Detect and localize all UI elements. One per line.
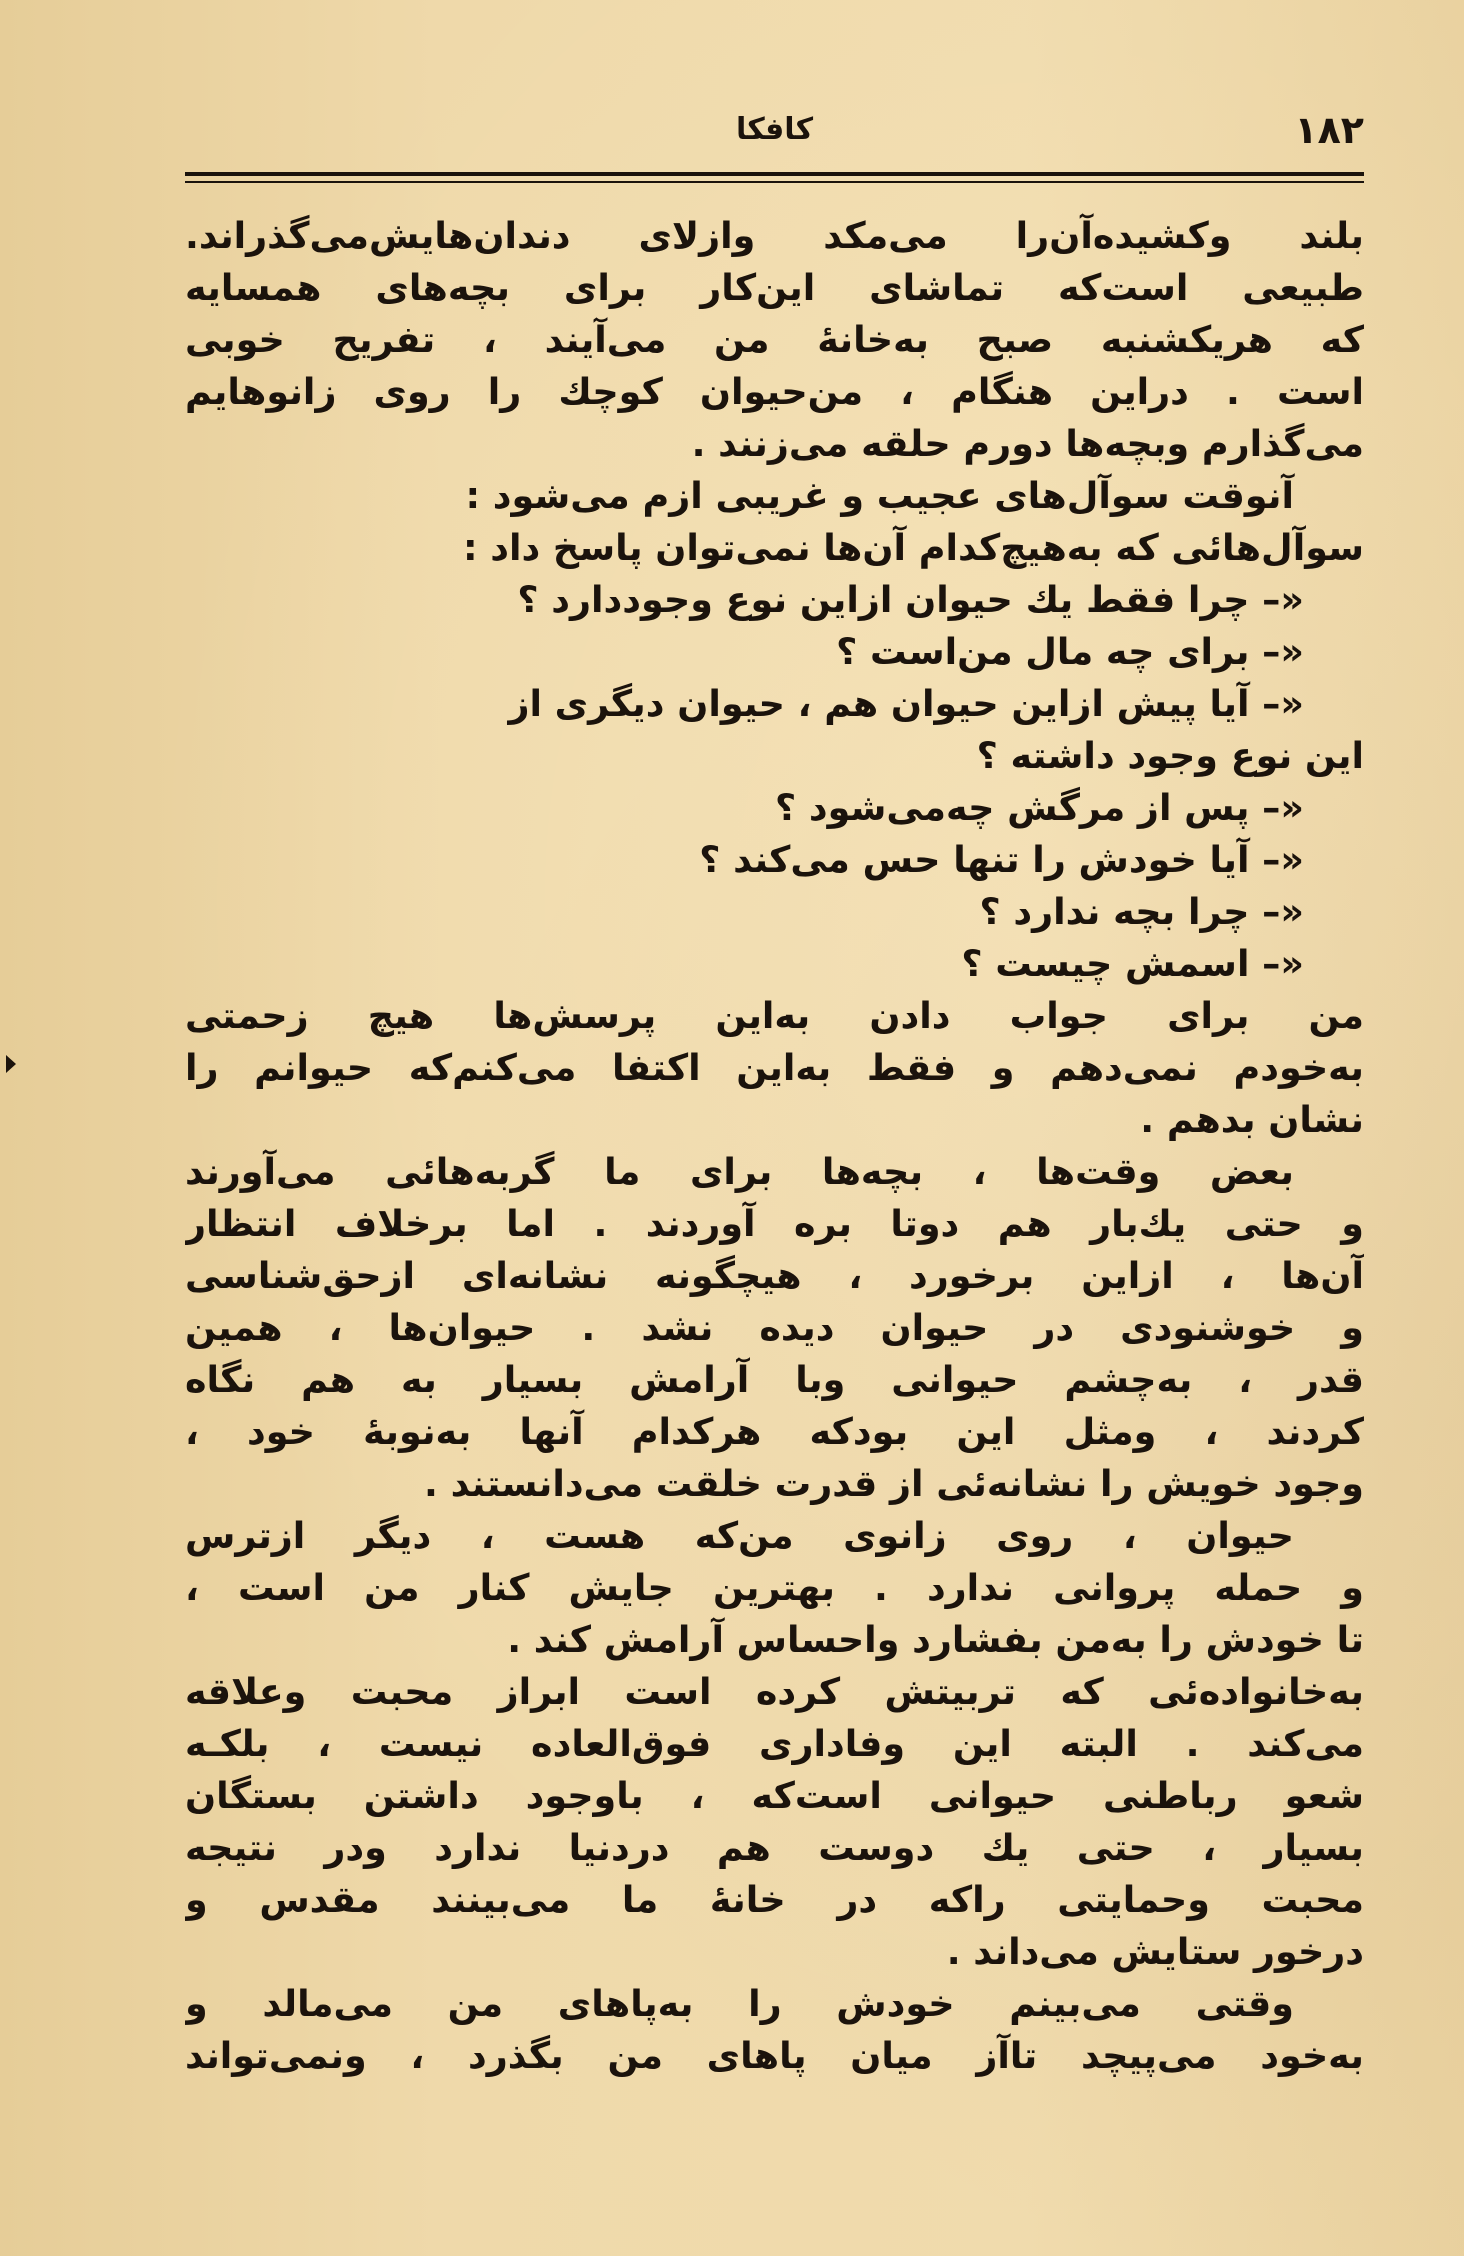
text-line: کردند ، ومثل این بودکه هرکدام آنها به‌نوبهٔ خود ، bbox=[185, 1410, 1364, 1453]
text-line: سوآل‌هائی که به‌هیچ‌کدام آن‌ها نمی‌توان پاسخ داد : bbox=[462, 526, 1364, 569]
text-line: «– اسمش چیست ؟ bbox=[961, 942, 1304, 985]
text-line: «– برای چه مال من‌است ؟ bbox=[836, 630, 1304, 673]
header-rule-thin bbox=[185, 181, 1364, 183]
text-line: وجود خویش را نشانه‌ئی از قدرت خلقت می‌دانستند . bbox=[424, 1462, 1364, 1505]
text-line: محبت وحمایتی راکه در خانهٔ ما می‌بینند مقدس و bbox=[185, 1878, 1364, 1921]
text-line: می‌گذارم وبچه‌ها دورم حلقه می‌زنند . bbox=[691, 422, 1364, 465]
text-line: حیوان ، روی زانوی من‌که هست ، دیگر ازترس bbox=[185, 1514, 1294, 1557]
header-rule bbox=[185, 172, 1364, 176]
text-line: به‌خود می‌پیچد تاآز میان پاهای من بگذرد ، ونمی‌تواند bbox=[185, 2034, 1364, 2077]
body-text bbox=[185, 210, 1364, 2082]
text-line: «– آیا خودش را تنها حس می‌کند ؟ bbox=[699, 838, 1304, 881]
text-line: تا خودش را به‌من بفشارد واحساس آرامش کند . bbox=[507, 1618, 1364, 1661]
text-line: بعض وقت‌ها ، بچه‌ها برای ما گربه‌هائی می‌آورند bbox=[185, 1150, 1294, 1193]
text-line: «– آیا پیش ازاین حیوان هم ، حیوان دیگری از bbox=[508, 682, 1304, 725]
text-line: من برای جواب دادن به‌این پرسش‌ها هیچ زحمتی bbox=[185, 994, 1364, 1037]
text-line: «– چرا بچه ندارد ؟ bbox=[979, 890, 1304, 933]
text-line: «– پس از مرگش چه‌می‌شود ؟ bbox=[775, 786, 1304, 829]
text-line: آن‌ها ، ازاین برخورد ، هیچگونه نشانه‌ای ازحق‌شناسی bbox=[185, 1254, 1364, 1297]
text-line: بسیار ، حتی یك دوست هم دردنیا ندارد ودر نتیجه bbox=[185, 1826, 1364, 1869]
text-line: است . دراین هنگام ، من‌حیوان کوچك را روی زانوهایم bbox=[185, 370, 1364, 413]
text-line: «– چرا فقط یك حیوان ازاین نوع وجوددارد ؟ bbox=[517, 578, 1304, 621]
text-line: و حتی یك‌بار هم دوتا بره آوردند . اما برخلاف انتظار bbox=[185, 1202, 1364, 1245]
text-line: وقتی می‌بینم خودش را به‌پاهای من می‌مالد و bbox=[185, 1982, 1294, 2025]
running-head: کافکا bbox=[735, 112, 814, 147]
text-line: به‌خانواده‌ئی که تربیتش کرده است ابراز محبت وعلاقه bbox=[185, 1670, 1364, 1713]
text-line: که هریکشنبه صبح به‌خانهٔ من می‌آیند ، تفریح خوبی bbox=[185, 318, 1364, 361]
text-line: طبیعی است‌که تماشای این‌کار برای بچه‌های همسایه‌ bbox=[185, 266, 1364, 309]
page-header bbox=[185, 108, 1364, 158]
page-number: ۱۸۲ bbox=[1294, 108, 1364, 152]
text-line: و خوشنودی در حیوان دیده نشد . حیوان‌ها ، همین bbox=[185, 1306, 1364, 1349]
text-line: و حمله پروانی ندارد . بهترین جایش کنار من است ، bbox=[185, 1566, 1364, 1609]
text-line: این نوع وجود داشته ؟ bbox=[976, 734, 1364, 777]
text-line: به‌خودم نمی‌دهم و فقط به‌این اکتفا می‌کنم‌که حیوانم را bbox=[185, 1046, 1364, 1089]
text-line: آنوقت سوآل‌های عجیب و غریبی ازم می‌شود : bbox=[465, 474, 1294, 517]
text-line: بلند وکشیده‌آن‌را می‌مکد وازلای دندان‌هایش‌می‌گذراند. bbox=[185, 214, 1364, 257]
text-line: قدر ، به‌چشم حیوانی وبا آرامش بسیار به هم نگاه bbox=[185, 1358, 1364, 1401]
margin-mark-icon bbox=[6, 1055, 16, 1073]
text-line: نشان بدهم . bbox=[1140, 1098, 1364, 1141]
text-line: درخور ستایش می‌داند . bbox=[946, 1930, 1364, 1973]
text-line: شعو رباطنی حیوانی است‌که ، باوجود داشتن بستگان bbox=[185, 1774, 1364, 1817]
text-line: می‌کند . البته این وفاداری فوق‌العاده نیست ، بلکـه bbox=[185, 1722, 1364, 1765]
